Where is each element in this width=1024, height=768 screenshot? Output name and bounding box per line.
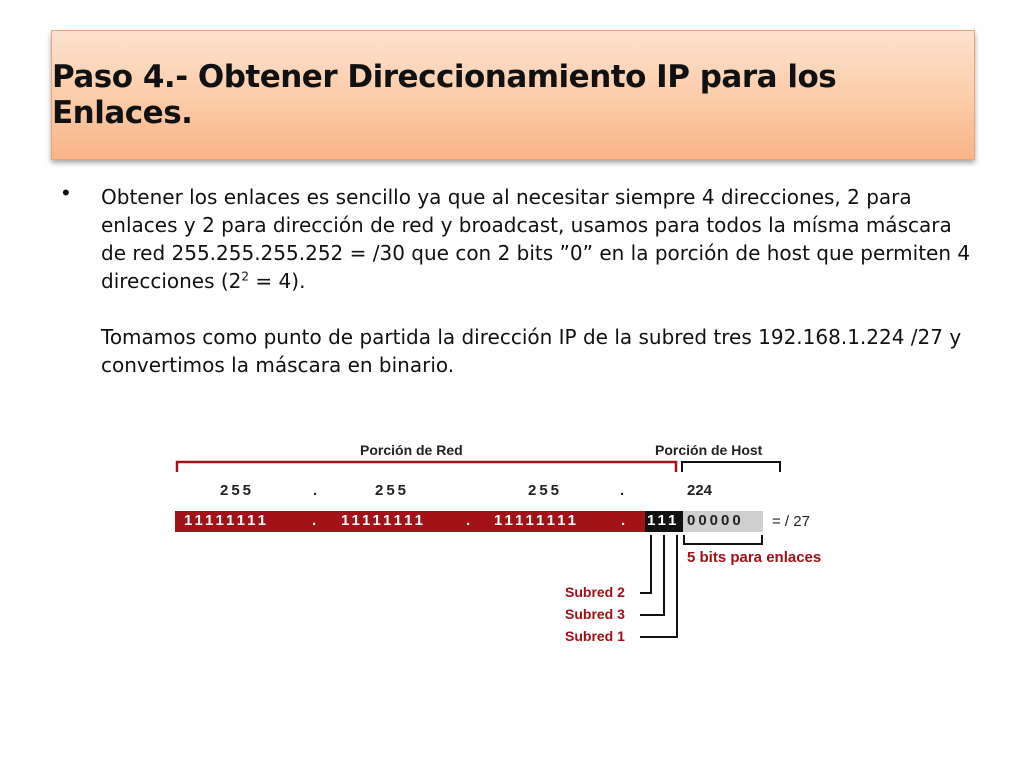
octet-dot-3: . [620, 482, 628, 499]
binary-dot-3: . [621, 512, 629, 529]
paragraph-2: Tomamos como punto de partida la dirección IP de la subred tres 192.168.1.224 /27 y convertimos la máscara en binario. [101, 325, 962, 377]
subnet-bit-lines [640, 535, 677, 637]
binary-octet-1: 11111111 [184, 512, 269, 529]
host-portion-label: Porción de Host [655, 442, 763, 458]
superscript-exponent: 2 [241, 269, 250, 284]
host-bits-bracket [684, 535, 762, 544]
prefix-label: = / 27 [772, 513, 810, 530]
host-bits: 00000 [687, 512, 744, 529]
paragraph-1-text: Obtener los enlaces es sencillo ya que al necesitar siempre 4 direcciones, 2 para enlaces y 2 para dirección de red y broadcast, usamos para todos la mísma máscara de red 255.255.255.252 = /30 que con 2 bits ”0” en la porción de host que permiten 4 direcciones (2 [101, 185, 971, 293]
subnet-label-1: Subred 1 [565, 628, 625, 644]
subnet-label-3: Subred 3 [565, 606, 625, 622]
slide-title: Paso 4.- Obtener Direccionamiento IP para los Enlaces. [52, 59, 837, 131]
binary-dot-1: . [312, 512, 320, 529]
bullet-marker: • [62, 180, 70, 205]
octet-2: 255 [375, 482, 410, 499]
subnet-label-2: Subred 2 [565, 584, 625, 600]
network-portion-label: Porción de Red [360, 442, 463, 458]
host-bits-label: 5 bits para enlaces [687, 549, 822, 566]
octet-4: 224 [687, 482, 713, 499]
paragraph-1-end: = 4). [249, 269, 306, 293]
subnet-bits: 111 [647, 512, 680, 529]
octet-1: 255 [220, 482, 255, 499]
host-bracket [682, 462, 780, 472]
octet-dot-1: . [313, 482, 321, 499]
binary-octet-3: 11111111 [494, 512, 579, 529]
binary-octet-2: 11111111 [341, 512, 426, 529]
binary-dot-2: . [466, 512, 474, 529]
network-bracket [177, 462, 676, 472]
octet-3: 255 [528, 482, 563, 499]
